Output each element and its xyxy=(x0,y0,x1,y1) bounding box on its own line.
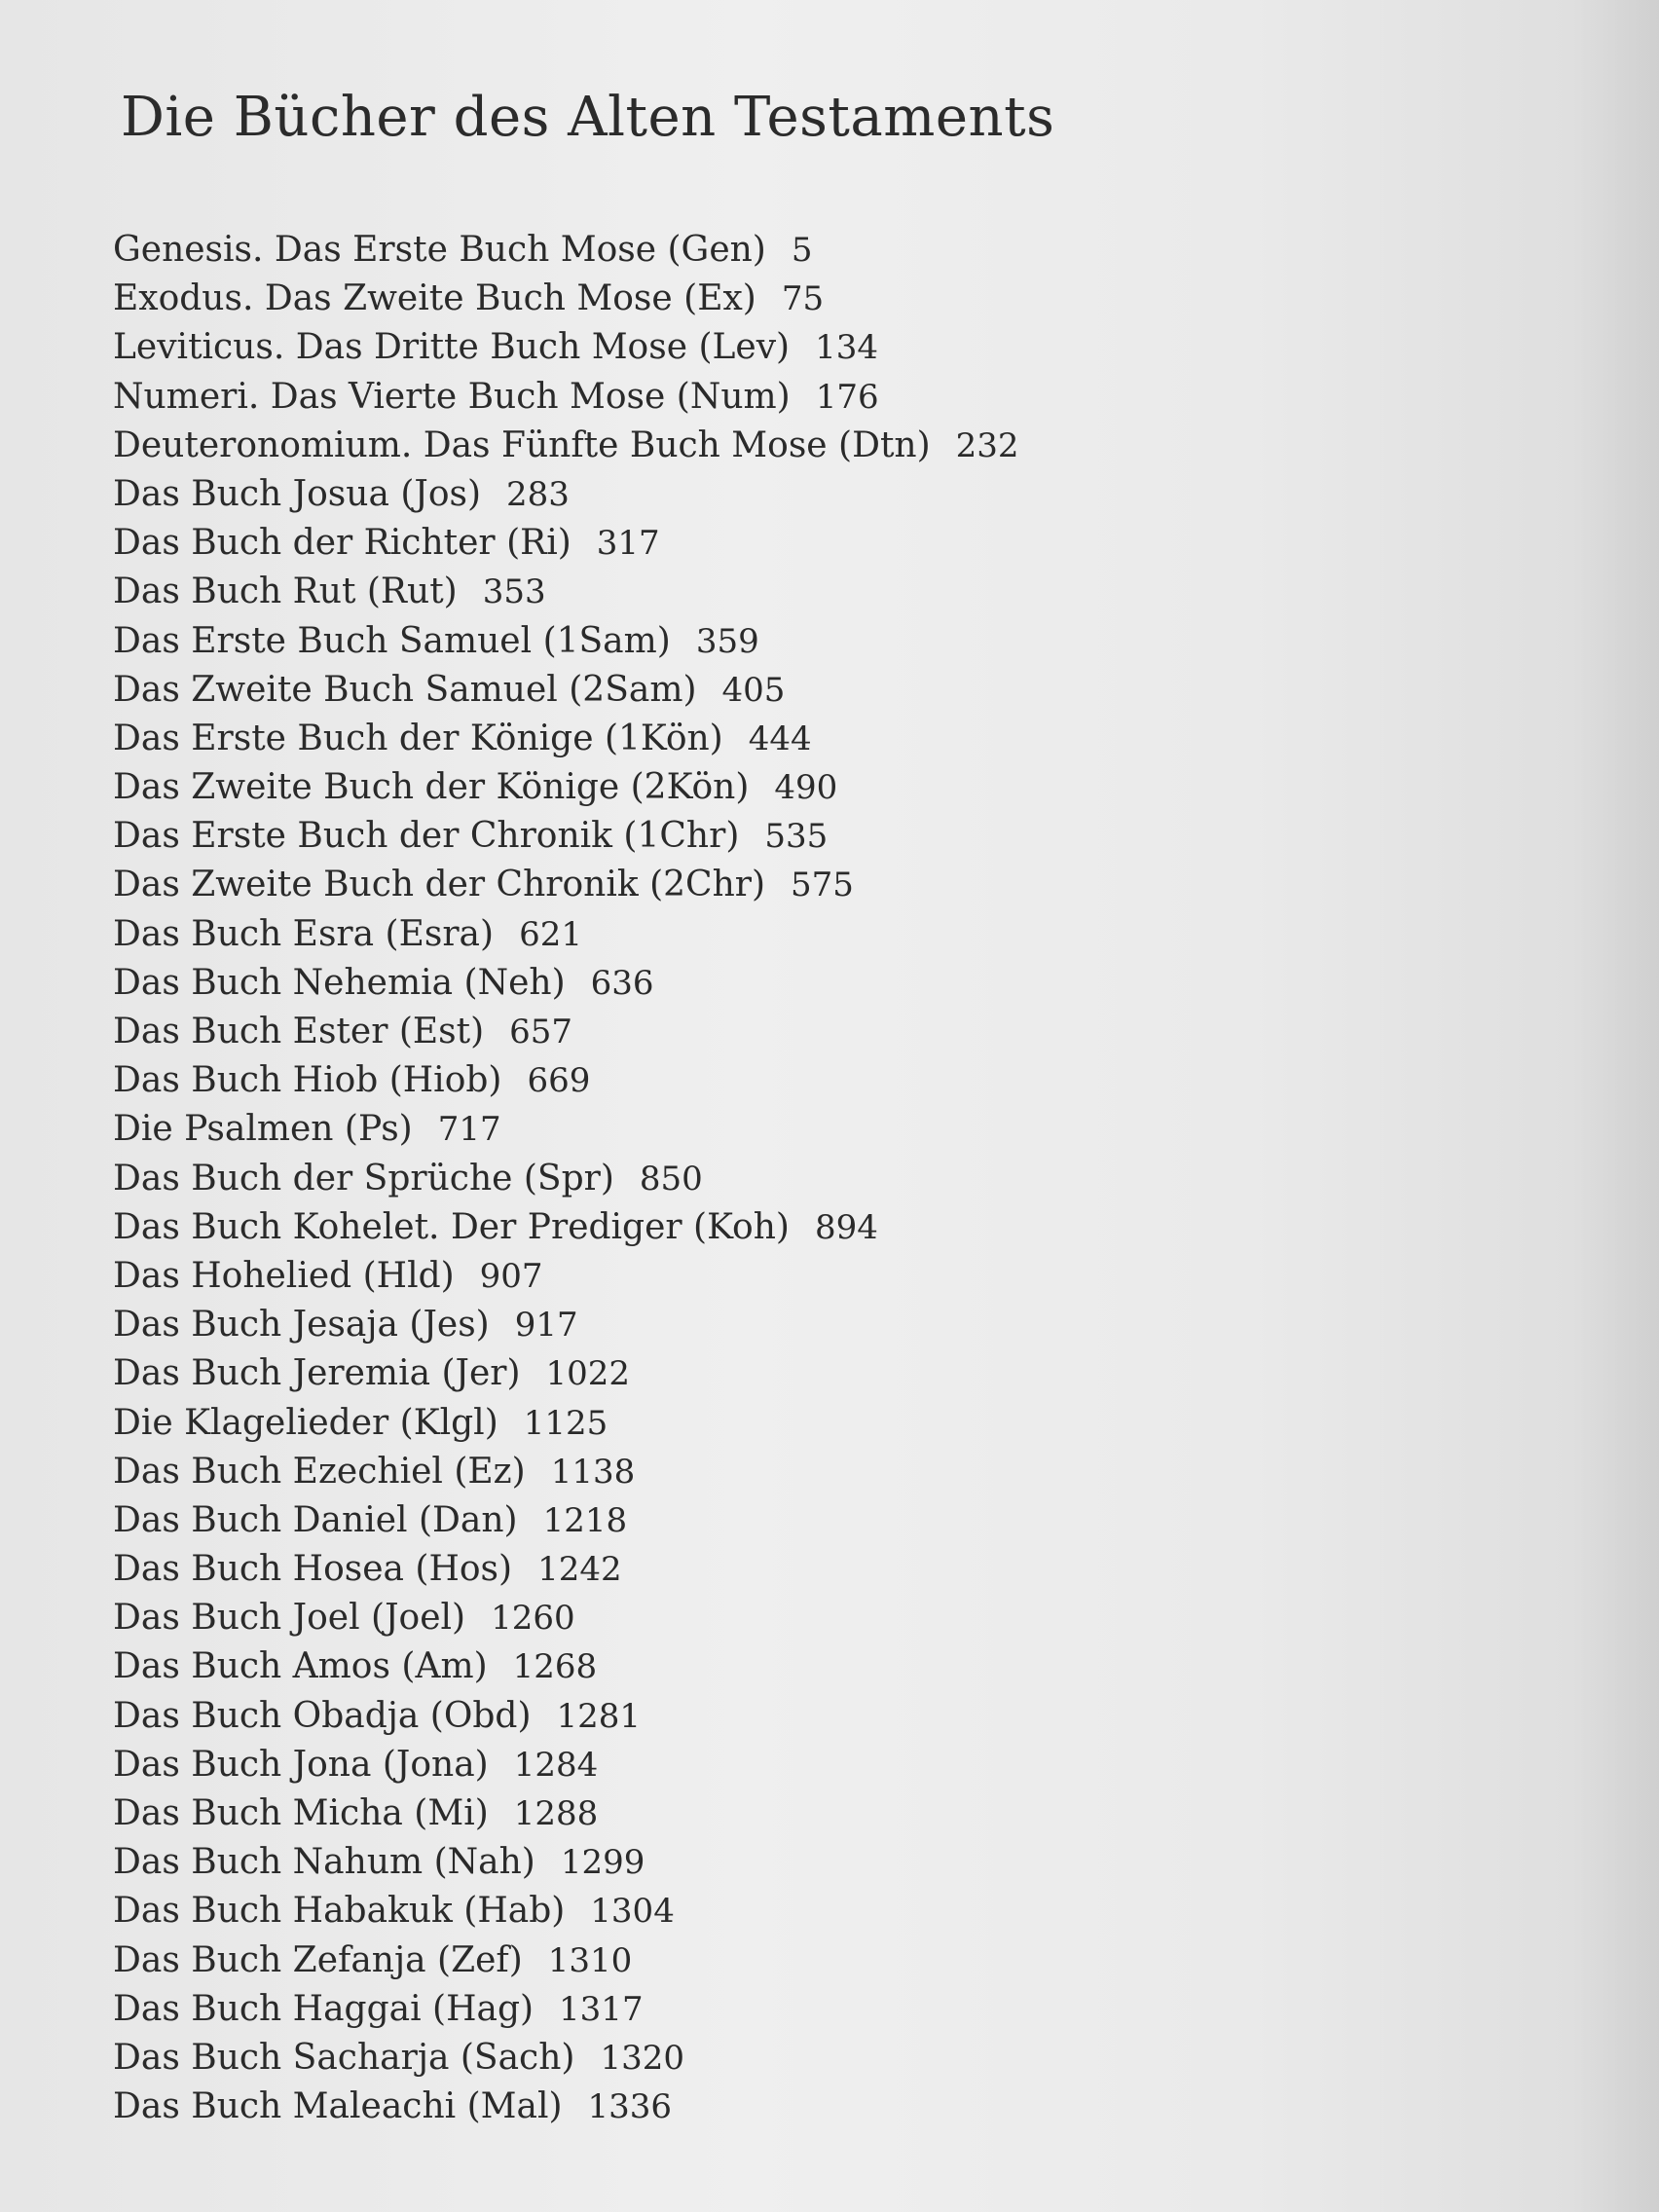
toc-entry-title: Das Buch Micha (Mi) xyxy=(113,1793,489,1833)
toc-entry-page-number: 134 xyxy=(815,328,878,368)
toc-entry-page-number: 283 xyxy=(506,474,570,514)
toc-entry-title: Das Buch der Richter (Ri) xyxy=(113,523,571,564)
toc-entry-page-number: 1138 xyxy=(550,1452,636,1492)
toc-entry-page-number: 1218 xyxy=(542,1500,628,1540)
toc-entry-title: Das Zweite Buch der Chronik (2Chr) xyxy=(113,865,766,905)
toc-entry-title: Das Buch Haggai (Hag) xyxy=(113,1988,535,2029)
toc-entry xyxy=(113,1741,911,1789)
toc-entry xyxy=(113,568,911,616)
toc-entry-page-number: 917 xyxy=(514,1306,578,1346)
toc-entry xyxy=(113,1838,911,1887)
toc-entry xyxy=(113,275,911,323)
toc-entry-title: Das Erste Buch der Könige (1Kön) xyxy=(113,718,723,758)
toc-entry xyxy=(113,715,911,763)
toc-entry xyxy=(113,763,911,812)
toc-entry-title: Das Buch Joel (Joel) xyxy=(113,1598,466,1639)
toc-entry xyxy=(113,1349,911,1398)
toc-entry-page-number: 5 xyxy=(791,231,813,270)
toc-entry-page-number: 490 xyxy=(774,768,838,808)
toc-entry-page-number: 232 xyxy=(955,425,1019,465)
toc-entry xyxy=(113,1789,911,1838)
toc-entry-title: Das Buch Nehemia (Neh) xyxy=(113,962,566,1003)
toc-entry-page-number: 535 xyxy=(764,817,829,857)
toc-entry xyxy=(113,617,911,666)
toc-entry-page-number: 1310 xyxy=(547,1940,633,1980)
toc-entry-page-number: 636 xyxy=(590,963,654,1003)
toc-entry xyxy=(113,519,911,568)
toc-entry-title: Das Buch Jesaja (Jes) xyxy=(113,1305,490,1346)
toc-entry xyxy=(113,1203,911,1252)
toc-entry-page-number: 1304 xyxy=(590,1892,675,1932)
toc-entry-page-number: 359 xyxy=(695,621,759,661)
toc-entry-title: Das Buch Kohelet. Der Prediger (Koh) xyxy=(113,1206,790,1247)
toc-entry-page-number: 1125 xyxy=(523,1403,608,1443)
toc-entry-title: Die Klagelieder (Klgl) xyxy=(113,1402,498,1443)
toc-entry-page-number: 717 xyxy=(437,1110,501,1150)
toc-entry-page-number: 575 xyxy=(791,866,854,905)
toc-entry-page-number: 1284 xyxy=(513,1745,599,1785)
toc-entry-title: Das Buch Jeremia (Jer) xyxy=(113,1353,521,1394)
toc-entry-title: Das Buch Ezechiel (Ez) xyxy=(113,1451,526,1492)
toc-entry xyxy=(113,1448,911,1496)
toc-entry-title: Das Buch Esra (Esra) xyxy=(113,913,495,954)
toc-entry-title: Das Buch Nahum (Nah) xyxy=(113,1842,535,1883)
toc-entry xyxy=(113,470,911,519)
toc-entry-title: Exodus. Das Zweite Buch Mose (Ex) xyxy=(113,278,756,319)
toc-entry-page-number: 669 xyxy=(527,1061,591,1101)
toc-entry-page-number: 894 xyxy=(814,1207,878,1247)
toc-entry-title: Das Buch Obadja (Obd) xyxy=(113,1695,532,1736)
toc-entry xyxy=(113,1399,911,1448)
toc-entry-title: Das Buch Ester (Est) xyxy=(113,1012,485,1051)
toc-entry xyxy=(113,2083,911,2131)
page-fold-shadow xyxy=(1571,0,1659,2212)
toc-entry xyxy=(113,2034,911,2083)
toc-entry xyxy=(113,1155,911,1203)
toc-entry-page-number: 1336 xyxy=(587,2087,673,2127)
toc-entry-title: Das Buch Rut (Rut) xyxy=(113,571,458,612)
toc-entry-page-number: 1320 xyxy=(600,2038,684,2078)
toc-entry-title: Das Buch Hiob (Hiob) xyxy=(113,1060,502,1101)
toc-entry-title: Genesis. Das Erste Buch Mose (Gen) xyxy=(113,230,766,270)
toc-entry xyxy=(113,812,911,861)
toc-entry-page-number: 75 xyxy=(781,279,825,319)
toc-entry-title: Das Erste Buch der Chronik (1Chr) xyxy=(113,816,740,857)
toc-entry-page-number: 405 xyxy=(721,670,786,710)
toc-entry xyxy=(113,959,911,1008)
toc-entry-title: Das Buch der Sprüche (Spr) xyxy=(113,1158,614,1198)
toc-entry-page-number: 1317 xyxy=(559,1989,644,2029)
toc-entry-page-number: 657 xyxy=(509,1013,573,1051)
toc-entry xyxy=(113,861,911,909)
toc-entry xyxy=(113,373,911,422)
page-title: Die Bücher des Alten Testaments xyxy=(121,86,1055,149)
toc-entry-page-number: 1268 xyxy=(512,1647,598,1687)
toc-entry-page-number: 1242 xyxy=(537,1550,622,1590)
toc-entry xyxy=(113,666,911,715)
toc-entry-page-number: 850 xyxy=(639,1159,703,1198)
toc-entry xyxy=(113,226,911,275)
toc-entry xyxy=(113,1985,911,2034)
toc-entry xyxy=(113,1496,911,1545)
toc-entry xyxy=(113,910,911,959)
toc-entry xyxy=(113,1692,911,1741)
toc-entry-page-number: 1288 xyxy=(513,1794,599,1833)
toc-entry xyxy=(113,1594,911,1642)
toc-entry-page-number: 621 xyxy=(519,914,582,954)
toc-entry xyxy=(113,323,911,372)
toc-entry xyxy=(113,1008,911,1056)
toc-entry xyxy=(113,1545,911,1594)
toc-entry-title: Leviticus. Das Dritte Buch Mose (Lev) xyxy=(113,327,791,368)
toc-entry-page-number: 1260 xyxy=(491,1599,575,1639)
toc-entry xyxy=(113,1936,911,1985)
toc-entry xyxy=(113,1642,911,1691)
toc-entry-page-number: 444 xyxy=(748,719,812,758)
toc-entry-page-number: 353 xyxy=(482,572,546,612)
toc-entry xyxy=(113,1105,911,1154)
toc-entry-title: Numeri. Das Vierte Buch Mose (Num) xyxy=(113,376,791,417)
toc-entry-title: Das Buch Daniel (Dan) xyxy=(113,1499,518,1540)
toc-entry-page-number: 1281 xyxy=(556,1696,642,1736)
toc-entry-title: Das Buch Sacharja (Sach) xyxy=(113,2037,575,2078)
toc-entry-title: Das Hohelied (Hld) xyxy=(113,1255,455,1296)
toc-entry-title: Das Zweite Buch Samuel (2Sam) xyxy=(113,669,697,710)
toc-entry-title: Das Zweite Buch der Könige (2Kön) xyxy=(113,767,750,808)
toc-entry-title: Das Buch Hosea (Hos) xyxy=(113,1549,513,1590)
toc-entry-page-number: 1022 xyxy=(545,1354,631,1394)
toc-entry xyxy=(113,422,1019,470)
toc-entry-page-number: 176 xyxy=(815,377,879,417)
toc-entry xyxy=(113,1301,911,1349)
toc-entry xyxy=(113,1056,911,1105)
toc-entry-title: Das Buch Zefanja (Zef) xyxy=(113,1939,523,1980)
toc-entry-page-number: 1299 xyxy=(560,1843,645,1883)
toc-entry xyxy=(113,1887,911,1936)
toc-entry-title: Das Buch Amos (Am) xyxy=(113,1646,488,1687)
toc-entry-title: Das Buch Maleachi (Mal) xyxy=(113,2086,563,2127)
toc-entry-title: Die Psalmen (Ps) xyxy=(113,1109,413,1150)
toc-entry-title: Das Erste Buch Samuel (1Sam) xyxy=(113,620,671,661)
toc-entry-title: Das Buch Josua (Jos) xyxy=(113,473,482,514)
toc-entry-title: Das Buch Jona (Jona) xyxy=(113,1744,489,1785)
toc-entry-page-number: 907 xyxy=(479,1256,543,1296)
toc-entry-title: Das Buch Habakuk (Hab) xyxy=(113,1891,566,1932)
table-of-contents xyxy=(113,226,1019,2131)
toc-entry-title: Deuteronomium. Das Fünfte Buch Mose (Dtn) xyxy=(113,424,931,465)
toc-entry-page-number: 317 xyxy=(596,524,660,564)
toc-entry xyxy=(113,1252,911,1301)
